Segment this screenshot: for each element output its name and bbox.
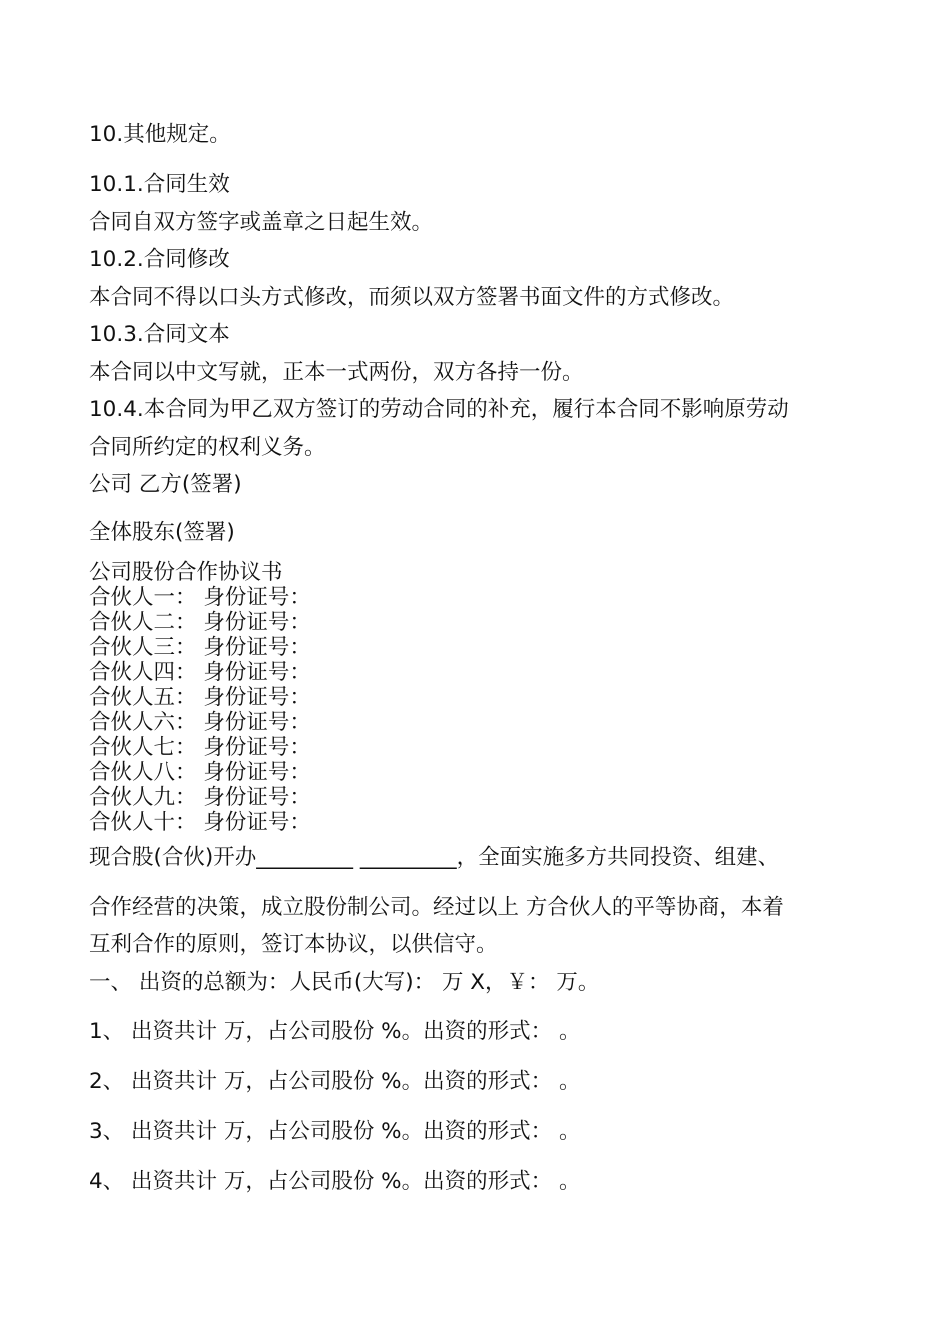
signature-line: 公司 乙方(签署)	[89, 472, 242, 497]
partner-line: 合伙人五： 身份证号：	[89, 685, 311, 710]
partner-line: 合伙人四： 身份证号：	[89, 660, 311, 685]
clause-item: 1、 出资共计 万，占公司股份 %。出资的形式： 。	[89, 1019, 581, 1044]
partner-line: 合伙人八： 身份证号：	[89, 760, 311, 785]
signature-line: 全体股东(签署)	[89, 520, 235, 545]
partner-line: 合伙人九： 身份证号：	[89, 785, 311, 810]
partner-line: 合伙人十： 身份证号：	[89, 810, 311, 835]
paragraph: 本合同以中文写就，正本一式两份，双方各持一份。	[89, 360, 584, 385]
clause-item: 2、 出资共计 万，占公司股份 %。出资的形式： 。	[89, 1069, 581, 1094]
partner-line: 合伙人二： 身份证号：	[89, 610, 311, 635]
paragraph: 10.4.本合同为甲乙双方签订的劳动合同的补充，履行本合同不影响原劳动	[89, 397, 789, 422]
partner-line: 合伙人六： 身份证号：	[89, 710, 311, 735]
partner-line: 合伙人七： 身份证号：	[89, 735, 311, 760]
partner-line: 合伙人三： 身份证号：	[89, 635, 311, 660]
paragraph: 合同所约定的权利义务。	[89, 435, 326, 460]
section-heading: 10.其他规定。	[89, 122, 231, 147]
paragraph: 本合同不得以口头方式修改，而须以双方签署书面文件的方式修改。	[89, 285, 735, 310]
paragraph: 现合股(合伙)开办_________ _________，全面实施多方共同投资、组建、	[89, 845, 780, 870]
clause-heading: 一、 出资的总额为：人民币(大写)： 万 X，￥： 万。	[89, 970, 600, 995]
subsection-heading: 10.1.合同生效	[89, 172, 230, 197]
clause-item: 4、 出资共计 万，占公司股份 %。出资的形式： 。	[89, 1169, 581, 1194]
paragraph: 互利合作的原则，签订本协议，以供信守。	[89, 932, 498, 957]
subsection-heading: 10.3.合同文本	[89, 322, 230, 347]
partner-line: 合伙人一： 身份证号：	[89, 585, 311, 610]
agreement-title: 公司股份合作协议书	[89, 560, 283, 585]
clause-item: 3、 出资共计 万，占公司股份 %。出资的形式： 。	[89, 1119, 581, 1144]
subsection-heading: 10.2.合同修改	[89, 247, 230, 272]
paragraph: 合作经营的决策，成立股份制公司。经过以上 方合伙人的平等协商，本着	[89, 895, 784, 920]
paragraph: 合同自双方签字或盖章之日起生效。	[89, 210, 434, 235]
